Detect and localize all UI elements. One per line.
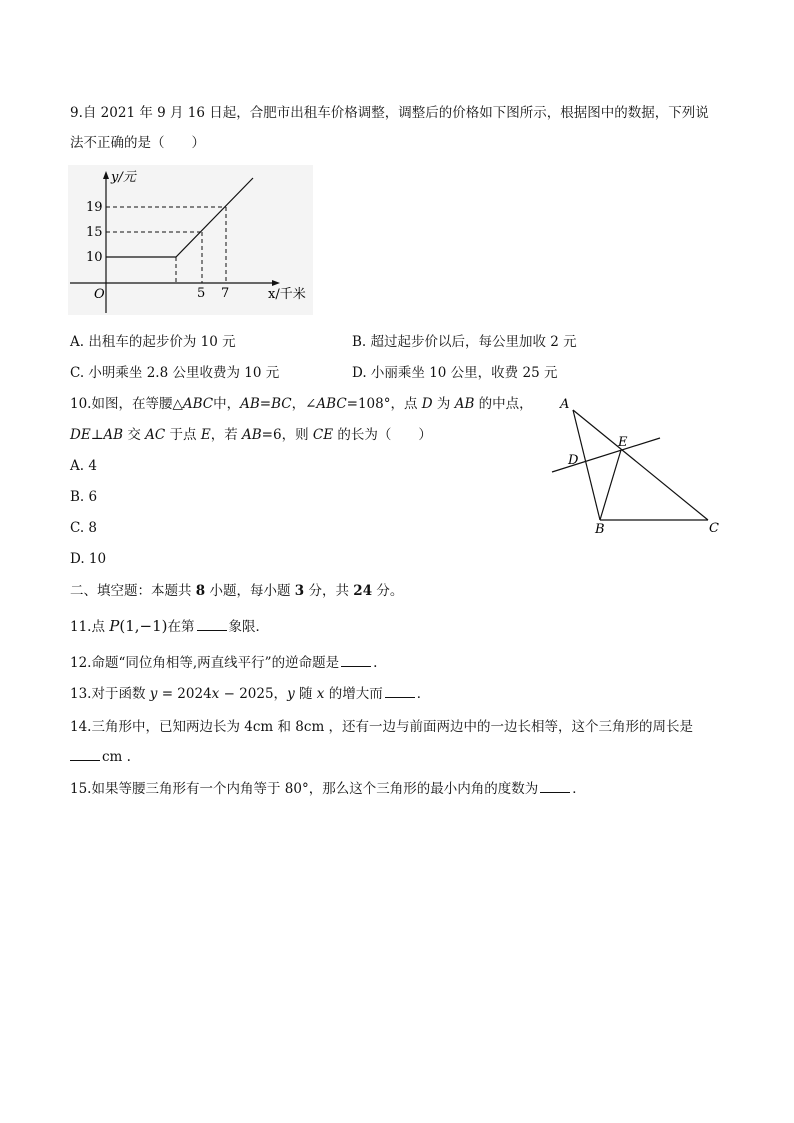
y-tick-10: 10 <box>86 250 103 265</box>
vertex-label-b: B <box>595 522 605 537</box>
q9-option-c[interactable]: C. 小明乘坐 2.8 公里收费为 10 元 <box>70 365 280 381</box>
q10-triangle-figure <box>548 390 728 540</box>
q11-stem: 11.点 P(1,−1)在第 象限． <box>70 617 269 635</box>
q10-option-b[interactable]: B. 6 <box>70 489 98 505</box>
point-label-d: D <box>568 453 579 468</box>
q9-stem-line1: 9.自 2021 年 9 月 16 日起，合肥市出租车价格调整，调整后的价格如下图所示，根据图中的数据，下列说 <box>70 105 709 121</box>
q14-answer-blank[interactable] <box>70 748 100 761</box>
y-tick-19: 19 <box>86 200 103 215</box>
point-label-e: E <box>618 435 628 450</box>
q9-option-a[interactable]: A. 出租车的起步价为 10 元 <box>70 334 236 350</box>
y-tick-15: 15 <box>86 225 103 240</box>
x-axis-label: x/千米 <box>268 287 306 302</box>
vertex-label-c: C <box>709 521 719 536</box>
q10-option-c[interactable]: C. 8 <box>70 520 98 536</box>
segment-ac <box>573 410 708 520</box>
q15-stem: 15.如果等腰三角形有一个内角等于 80°，那么这个三角形的最小内角的度数为 ． <box>70 781 586 797</box>
q10-stem-line2: DE⊥AB 交 AC 于点 E，若 AB=6，则 CE 的长为（ ） <box>70 427 432 443</box>
q11-answer-blank[interactable] <box>197 618 227 631</box>
x-tick-7: 7 <box>221 286 230 301</box>
q9-option-d[interactable]: D. 小丽乘坐 10 公里，收费 25 元 <box>352 365 558 381</box>
q12-answer-blank[interactable] <box>341 654 371 667</box>
q13-answer-blank[interactable] <box>385 685 415 698</box>
q14-stem-line1: 14.三角形中，已知两边长为 4cm 和 8cm ，还有一边与前面两边中的一边长相等，这个三角形的周长是 <box>70 719 694 735</box>
q10-option-a[interactable]: A. 4 <box>70 458 97 474</box>
y-axis-label: y/元 <box>111 170 136 185</box>
section-fill-in-heading: 二、填空题：本题共 8 小题，每小题 3 分，共 24 分。 <box>70 583 404 599</box>
q9-fare-graph <box>68 165 313 315</box>
vertex-label-a: A <box>560 397 570 412</box>
q15-answer-blank[interactable] <box>540 780 570 793</box>
q10-stem-line1: 10.如图，在等腰△ABC中，AB=BC，∠ABC=108°，点 D 为 AB 的中点， <box>70 396 533 412</box>
x-tick-5: 5 <box>197 286 206 301</box>
q9-stem-line2: 法不正确的是（ ） <box>70 135 205 151</box>
q14-stem-line2: cm . <box>70 748 131 766</box>
q12-stem: 12.命题“同位角相等,两直线平行”的逆命题是 . <box>70 655 378 671</box>
q9-option-b[interactable]: B. 超过起步价以后，每公里加收 2 元 <box>352 334 577 350</box>
q10-option-d[interactable]: D. 10 <box>70 551 107 567</box>
segment-be <box>600 450 621 520</box>
origin-label: O <box>94 287 105 302</box>
q13-stem: 13.对于函数 y = 2024x − 2025，y 随 x 的增大而 ． <box>70 686 431 702</box>
